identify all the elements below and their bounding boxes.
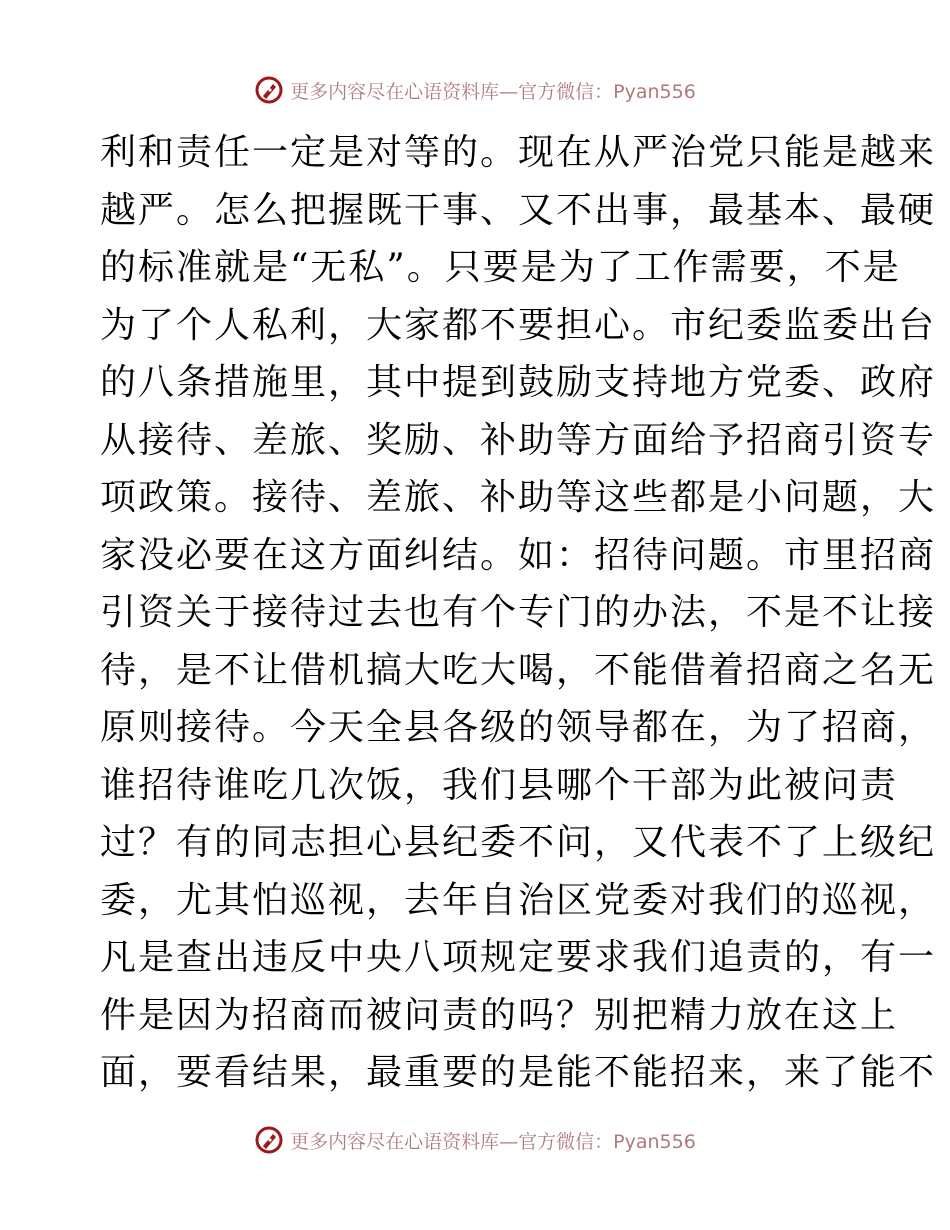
text-line: 原则接待。今天全县各级的领导都在，为了招商， [100,707,937,748]
footer-banner-handle: Pyan556 [613,1130,696,1153]
text-line: 待，是不让借机搞大吃大喝，不能借着招商之名无 [100,649,937,691]
footer-banner [0,1120,950,1160]
header-banner-handle: Pyan556 [613,80,696,103]
pen-nib-circle-icon [254,1125,284,1155]
text-line: 为了个人私利，大家都不要担心。市纪委监委出台 [100,304,937,346]
text-line: 面，要看结果，最重要的是能不能招来，来了能不 [100,1052,937,1093]
text-line: 家没必要在这方面纠结。如：招待问题。市里招商 [100,534,937,576]
text-line: 项政策。接待、差旅、补助等这些都是小问题，大 [100,477,937,518]
text-line: 利和责任一定是对等的。现在从严治党只能是越来 [100,132,937,173]
text-line: 的八条措施里，其中提到鼓励支持地方党委、政府 [100,362,937,403]
body-text [100,124,937,1102]
text-line: 委，尤其怕巡视，去年自治区党委对我们的巡视， [100,879,937,921]
text-line: 从接待、差旅、奖励、补助等方面给予招商引资专 [100,419,937,461]
footer-banner-label: 更多内容尽在心语资料库—官方微信： [290,1130,614,1153]
header-banner-text [290,77,696,104]
pen-nib-circle-icon [254,75,284,105]
header-banner-label: 更多内容尽在心语资料库—官方微信： [290,80,614,103]
text-line: 引资关于接待过去也有个专门的办法，不是不让接 [100,592,937,633]
text-line: 越严。怎么把握既干事、又不出事，最基本、最硬 [100,189,937,231]
text-line: 凡是查出违反中央八项规定要求我们追责的，有一 [100,937,937,978]
text-line: 的标准就是“无私”。只要是为了工作需要，不是 [100,247,901,288]
footer-banner-text [290,1127,696,1154]
text-line: 件是因为招商而被问责的吗？别把精力放在这上 [100,994,899,1036]
header-banner [0,70,950,110]
text-line: 过？有的同志担心县纪委不问，又代表不了上级纪 [100,822,937,863]
text-line: 谁招待谁吃几次饭，我们县哪个干部为此被问责 [100,764,899,806]
